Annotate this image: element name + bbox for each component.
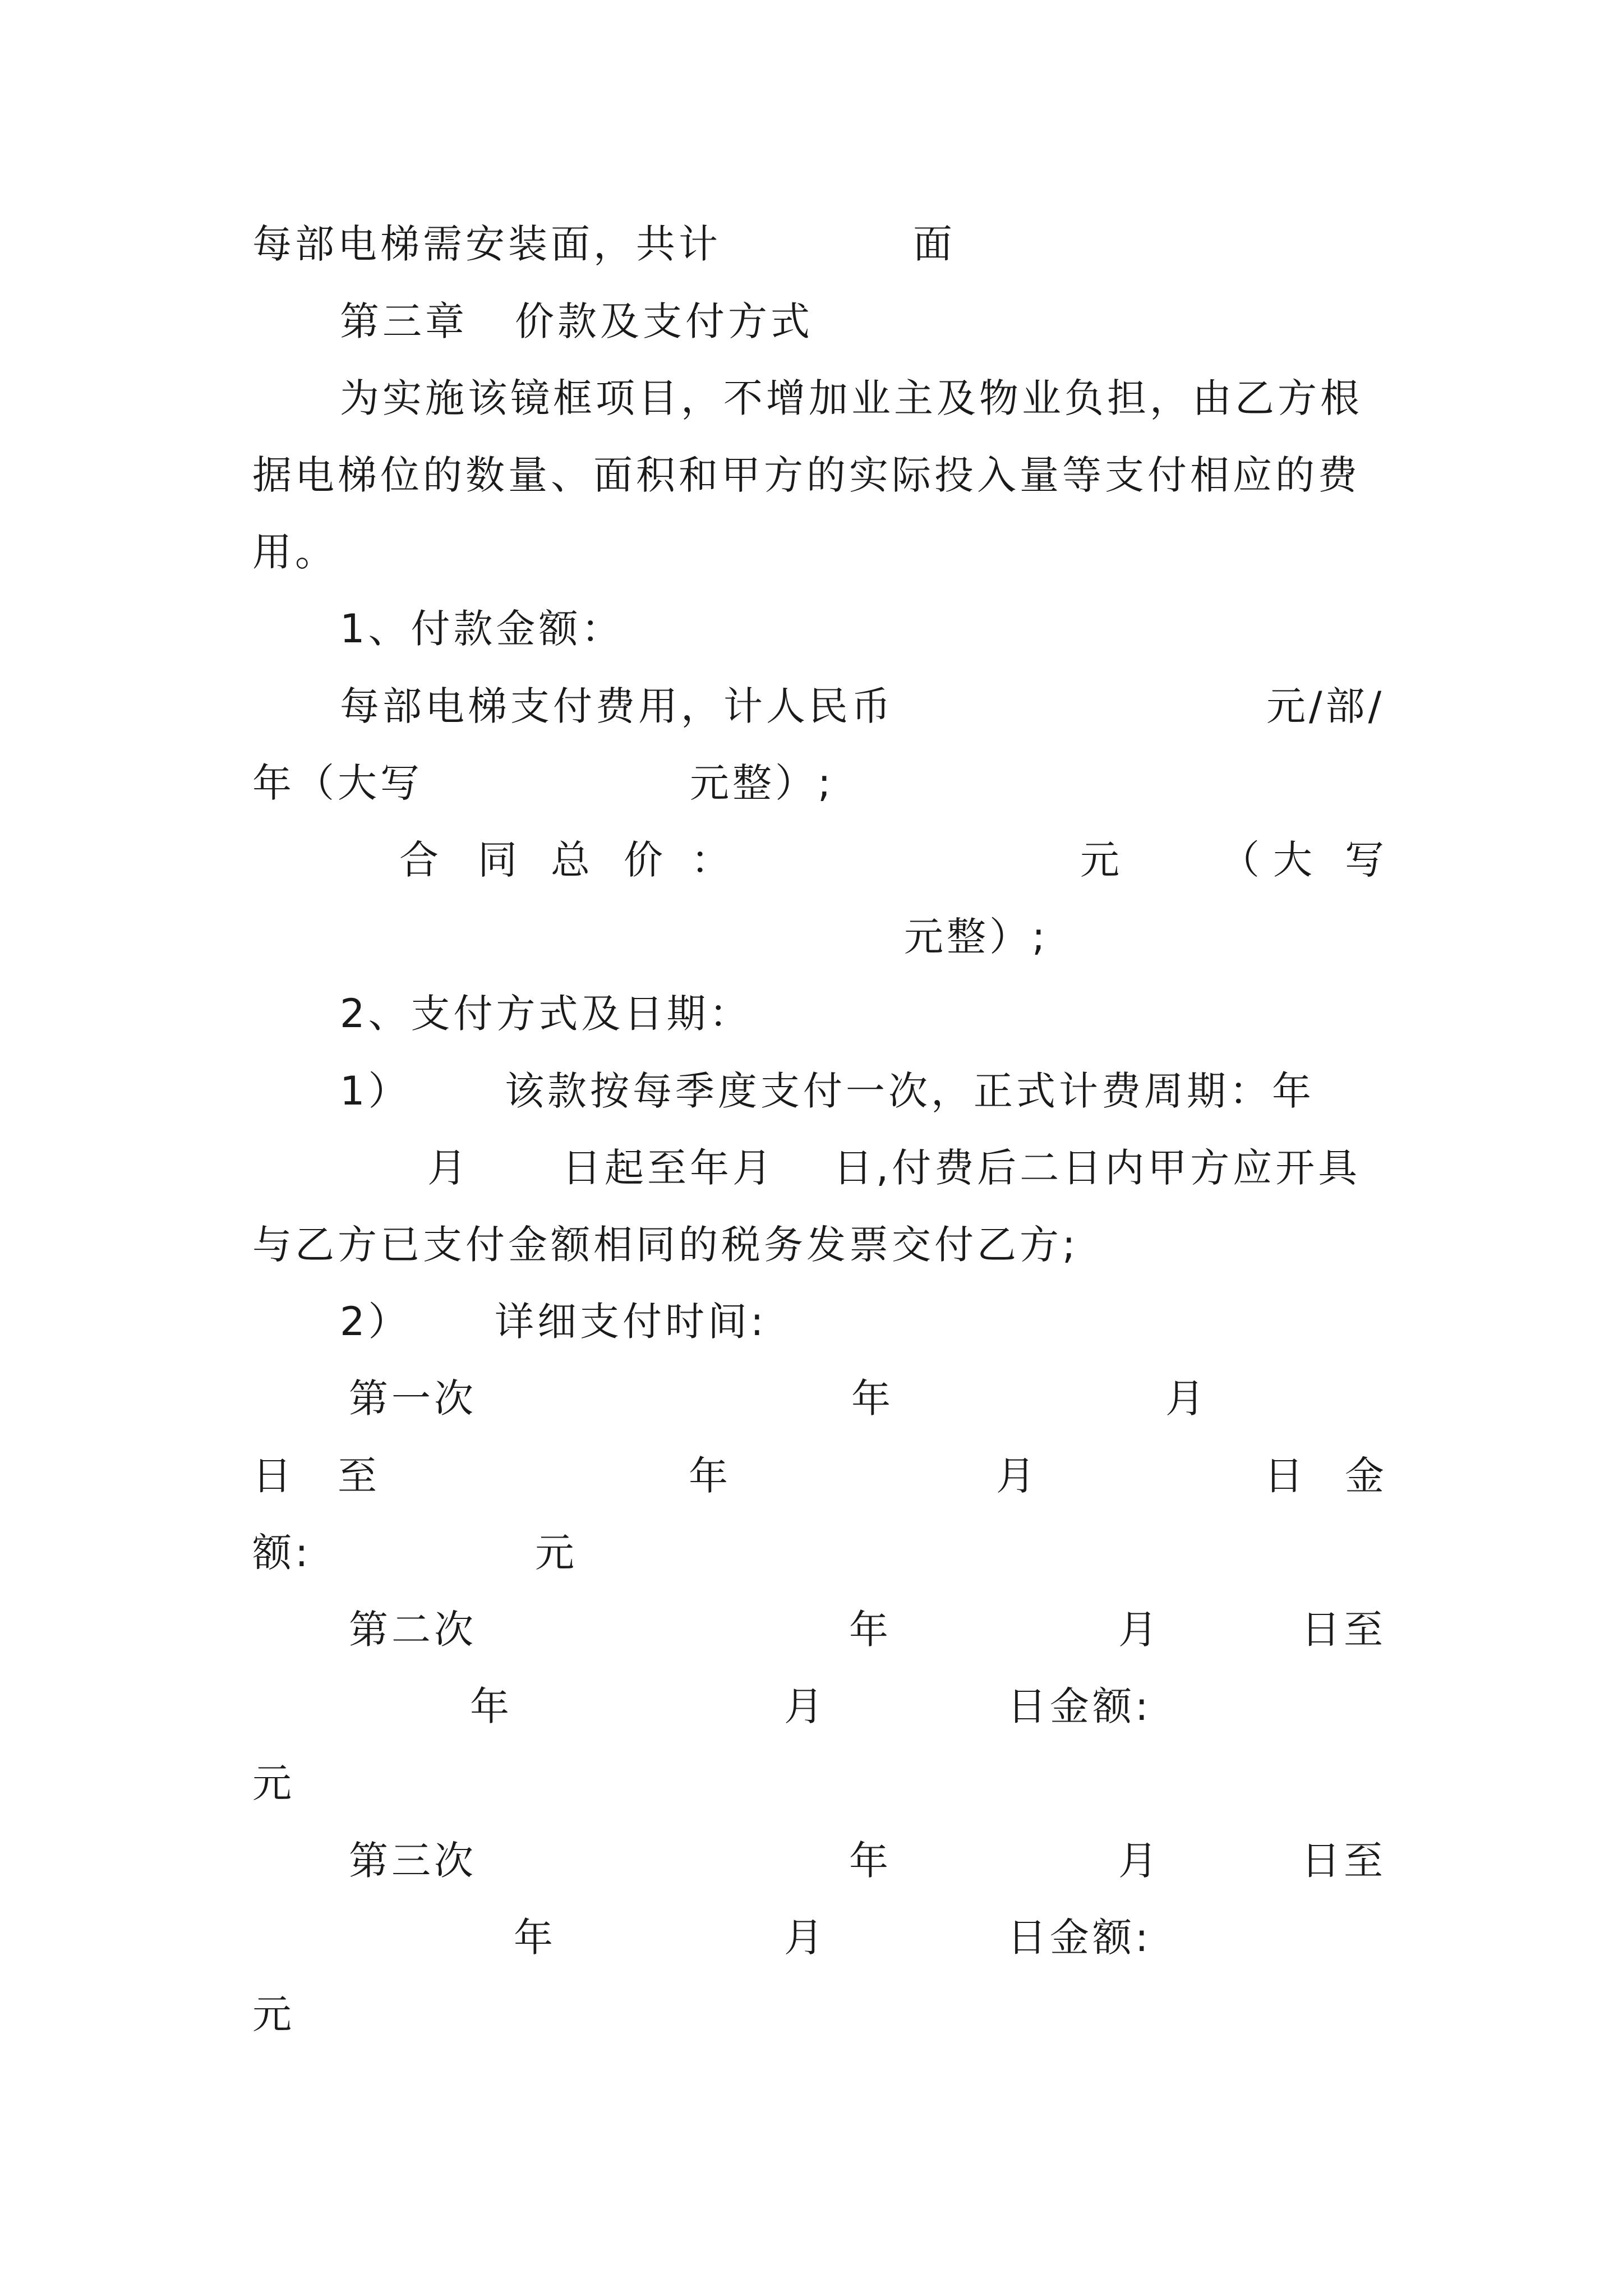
text-char: 至 — [338, 1453, 380, 1499]
text-char: 月 — [1118, 1607, 1161, 1653]
payment-label: 第一次 — [349, 1375, 477, 1421]
text-line: 元整）; — [690, 760, 834, 806]
text-char: 元 — [252, 1760, 295, 1806]
text-line: 为实施该镜框项目，不增加业主及物业负担，由乙方根 — [340, 375, 1363, 421]
text-line: 年（大写 — [252, 760, 423, 806]
text-line: 用。 — [252, 529, 338, 575]
text-char: 元 — [252, 1991, 295, 2037]
text-char: 元 — [535, 1530, 578, 1576]
text-line: 日,付费后二日内甲方应开具 — [833, 1145, 1361, 1191]
text-line: 日金额: — [1007, 1915, 1152, 1961]
text-char: 合 — [399, 837, 442, 883]
text-char: 大 — [1273, 837, 1316, 883]
text-line: 面 — [913, 221, 956, 267]
text-char: 金 — [1345, 1453, 1387, 1499]
text-line: 元整）; — [904, 914, 1049, 960]
text-char: 元 — [1080, 837, 1123, 883]
text-line: 详细支付时间: — [495, 1299, 767, 1345]
text-char: 写 — [1345, 837, 1387, 883]
chapter-number: 第三章 — [340, 298, 468, 344]
text-char: 月 — [784, 1683, 827, 1729]
text-line: 据电梯位的数量、面积和甲方的实际投入量等支付相应的费 — [252, 452, 1361, 498]
text-char: 年 — [851, 1375, 894, 1421]
chapter-title: 价款及支付方式 — [515, 298, 813, 344]
text-char: 月 — [1165, 1375, 1208, 1421]
text-char: 日 — [1264, 1453, 1307, 1499]
text-char: 同 — [478, 837, 520, 883]
payment-label: 第三次 — [349, 1838, 477, 1884]
text-char: 年 — [470, 1683, 513, 1729]
section-heading: 2、支付方式及日期： — [340, 991, 752, 1037]
text-line: 日金额: — [1007, 1683, 1152, 1729]
text-char: 年 — [514, 1915, 556, 1961]
list-marker: 1） — [340, 1068, 411, 1114]
text-line: 日至 — [1301, 1607, 1386, 1653]
text-char: 月 — [427, 1145, 470, 1191]
payment-label: 第二次 — [349, 1607, 477, 1653]
text-line: 每部电梯需安装面，共计 — [252, 221, 721, 267]
text-line: 日起至年月 — [562, 1145, 775, 1191]
text-char: 年 — [689, 1453, 731, 1499]
text-line: 日至 — [1301, 1838, 1386, 1884]
text-line: 该款按每季度支付一次，正式计费周期：年 — [505, 1068, 1315, 1114]
section-heading: 1、付款金额： — [340, 606, 624, 652]
text-char: 月 — [1118, 1838, 1161, 1884]
text-char: 年 — [849, 1838, 892, 1884]
text-line: 元/部/ — [1266, 683, 1385, 729]
text-line: 每部电梯支付费用，计人民币 — [340, 683, 894, 729]
text-char: 月 — [996, 1453, 1039, 1499]
text-char: 总 — [551, 837, 593, 883]
text-char: ： — [691, 837, 734, 883]
text-char: 月 — [784, 1915, 827, 1961]
text-char: 日 — [252, 1453, 295, 1499]
text-line: 与乙方已支付金额相同的税务发票交付乙方; — [252, 1222, 1079, 1268]
text-line: 额: — [252, 1530, 312, 1576]
text-char: （ — [1220, 837, 1263, 883]
text-char: 价 — [624, 837, 666, 883]
text-char: 年 — [849, 1607, 892, 1653]
list-marker: 2） — [340, 1299, 411, 1345]
